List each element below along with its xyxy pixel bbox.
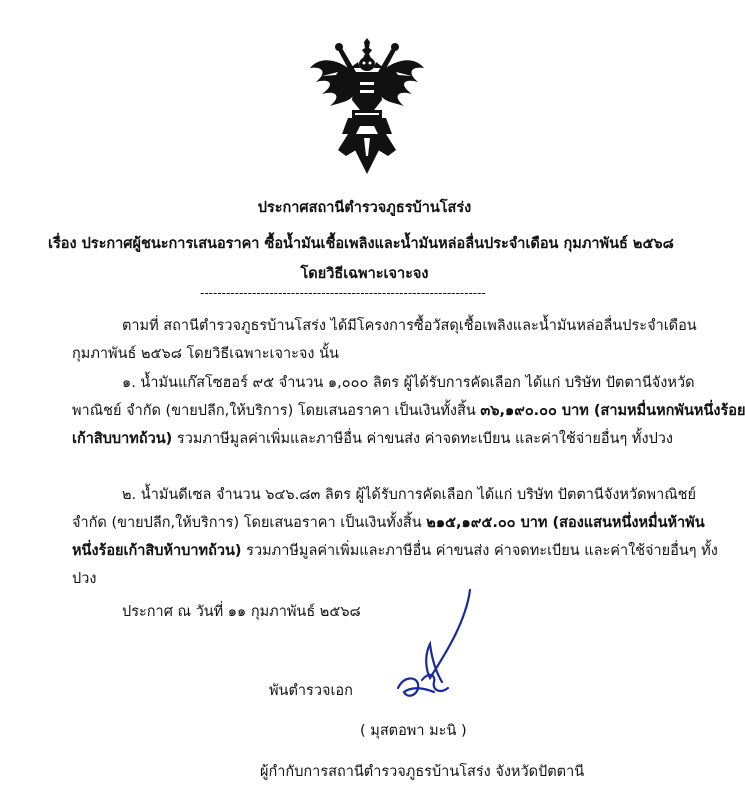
signer-name: ( มุสตอพา มะนิ ) (360, 723, 467, 739)
announcement-date: ประกาศ ณ วันที่ ๑๑ กุมภาพันธ์ ๒๕๖๘ (122, 604, 361, 620)
signature-icon (378, 560, 498, 710)
item-1-line-3: รวมภาษีมูลค่าเพิ่มและภาษีอื่น ค่าขนส่ง ค่าจดทะเบียน และค่าใช้จ่ายอื่นๆ ทั้งปวง (172, 431, 673, 447)
item-2-line-2: จำกัด (ขายปลีก,ให้บริการ) โดยเสนอราคา เป็นเงินทั้งสิ้น (72, 515, 427, 531)
announcement-heading: ประกาศสถานีตำรวจภูธรบ้านโสร่ง (257, 200, 472, 216)
subject-line: เรื่อง ประกาศผู้ชนะการเสนอราคา ซื้อน้ำมันเชื้อเพลิงและน้ำมันหล่อลื่นประจำเดือน กุมภาพันธ์ ๒๕๖๘ (48, 236, 674, 252)
item-2-line-1: ๒. น้ำมันดีเซล จำนวน ๖๔๖.๘๓ ลิตร ผู้ได้รับการคัดเลือก ได้แก่ บริษัท ปัตตานีจังหวัดพาณิชย์ (122, 487, 697, 503)
procurement-method: โดยวิธีเฉพาะเจาะจง (300, 266, 429, 282)
signer-position: ผู้กำกับการสถานีตำรวจภูธรบ้านโสร่ง จังหวัดปัตตานี (260, 764, 585, 780)
intro-paragraph (72, 312, 696, 368)
item-2-line-3: รวมภาษีมูลค่าเพิ่มและภาษีอื่น ค่าขนส่ง ค่าจดทะเบียน และค่าใช้จ่ายอื่นๆ ทั้ง (241, 543, 718, 559)
item-1-line-2: พาณิชย์ จำกัด (ขายปลีก,ให้บริการ) โดยเสนอราคา เป็นเงินทั้งสิ้น (72, 403, 481, 419)
intro-line-2: กุมภาพันธ์ ๒๕๖๘ โดยวิธีเฉพาะเจาะจง นั้น (72, 346, 339, 362)
item-1-amount: ๓๖,๑๙๐.๐๐ บาท (สามหมื่นหกพันหนึ่งร้อย (480, 403, 745, 419)
item-1-line-1: ๑. น้ำมันแก๊สโซฮอร์ ๙๕ จำนวน ๑,๐๐๐ ลิตร ผู้ได้รับการคัดเลือก ได้แก่ บริษัท ปัตตานีจังหวัด (122, 375, 695, 391)
item-1-paragraph (72, 369, 745, 453)
intro-line-1: ตามที่ สถานีตำรวจภูธรบ้านโสร่ง ได้มีโครงการซื้อวัสดุเชื้อเพลิงและน้ำมันหล่อลื่นประจำเดือน (122, 318, 697, 334)
garuda-emblem-icon (308, 38, 426, 174)
item-2-amount-words: หนึ่งร้อยเก้าสิบห้าบาทถ้วน) (72, 543, 242, 559)
item-2-amount: ๒๑๕,๑๙๕.๐๐ บาท (สองแสนหนึ่งหมื่นห้าพัน (426, 515, 705, 531)
item-1-amount-words: เก้าสิบบาทถ้วน) (72, 431, 173, 447)
item-2-line-4: ปวง (72, 571, 97, 587)
divider: ------------------------------------------------------------------ (200, 286, 486, 300)
signer-rank: พันตำรวจเอก (269, 683, 353, 699)
